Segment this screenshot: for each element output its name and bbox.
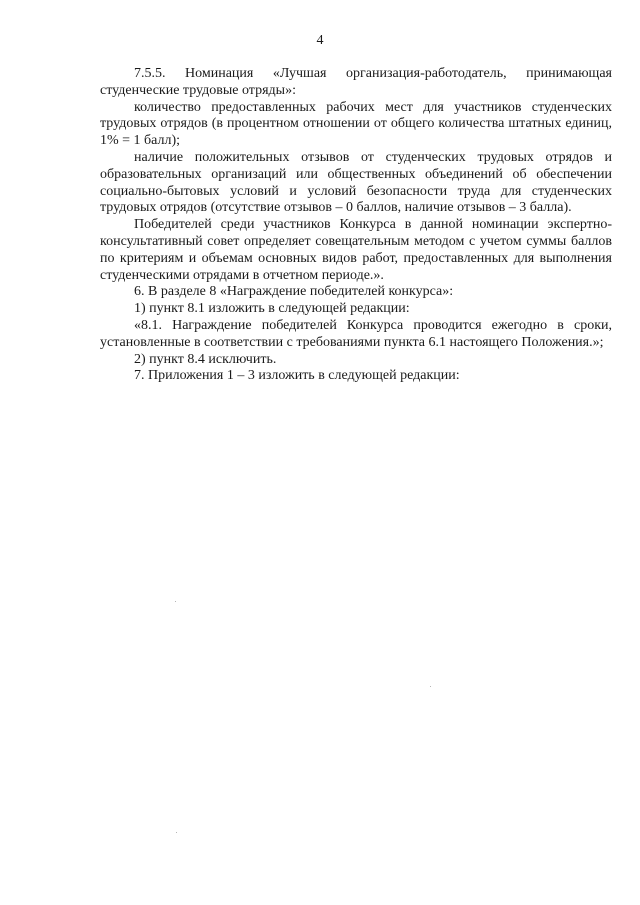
paragraph-item-8-1-intro: 1) пункт 8.1 изложить в следующей редакции: bbox=[134, 301, 410, 317]
paragraph-item-8-4: 2) пункт 8.4 исключить. bbox=[134, 351, 277, 367]
scan-speck bbox=[175, 601, 176, 602]
page-number: 4 bbox=[316, 33, 324, 48]
paragraph-appendices: 7. Приложения 1 – 3 изложить в следующей редакции: bbox=[134, 368, 460, 384]
paragraph-criterion-workplaces: количество предоставленных рабочих мест для участников студенческих трудовых отрядов (в процентном отношении от общего количества штатных единиц, 1% = 1 балл); bbox=[100, 99, 612, 149]
scan-speck bbox=[430, 686, 431, 687]
paragraph-criterion-reviews: наличие положительных отзывов от студенческих трудовых отрядов и образовательных организаций или общественных объединений об обеспечении социально-бытовых условий и условий безопасности труда для студенческих трудовых отрядов (отсутствие отзывов – 0 баллов, наличие отзывов – 3 балла). bbox=[100, 149, 612, 216]
paragraph-winners-determination: Победителей среди участников Конкурса в данной номинации экспертно-консультативный совет определяет совещательным методом с учетом суммы баллов по критериям и объемам основных видов работ, предоставленных для выполнения студенческими отрядами в отчетном периоде.». bbox=[100, 217, 612, 283]
paragraph-section-8: 6. В разделе 8 «Награждение победителей конкурса»: bbox=[134, 284, 454, 300]
scan-speck bbox=[176, 832, 177, 833]
paragraph-nomination-title: 7.5.5. Номинация «Лучшая организация-работодатель, принимающая студенческие трудовые отряды»: bbox=[100, 66, 612, 98]
paragraph-item-8-1-text: «8.1. Награждение победителей Конкурса проводится ежегодно в сроки, установленные в соответствии с требованиями пункта 6.1 настоящего Положения.»; bbox=[100, 317, 612, 350]
document-body bbox=[100, 66, 612, 385]
